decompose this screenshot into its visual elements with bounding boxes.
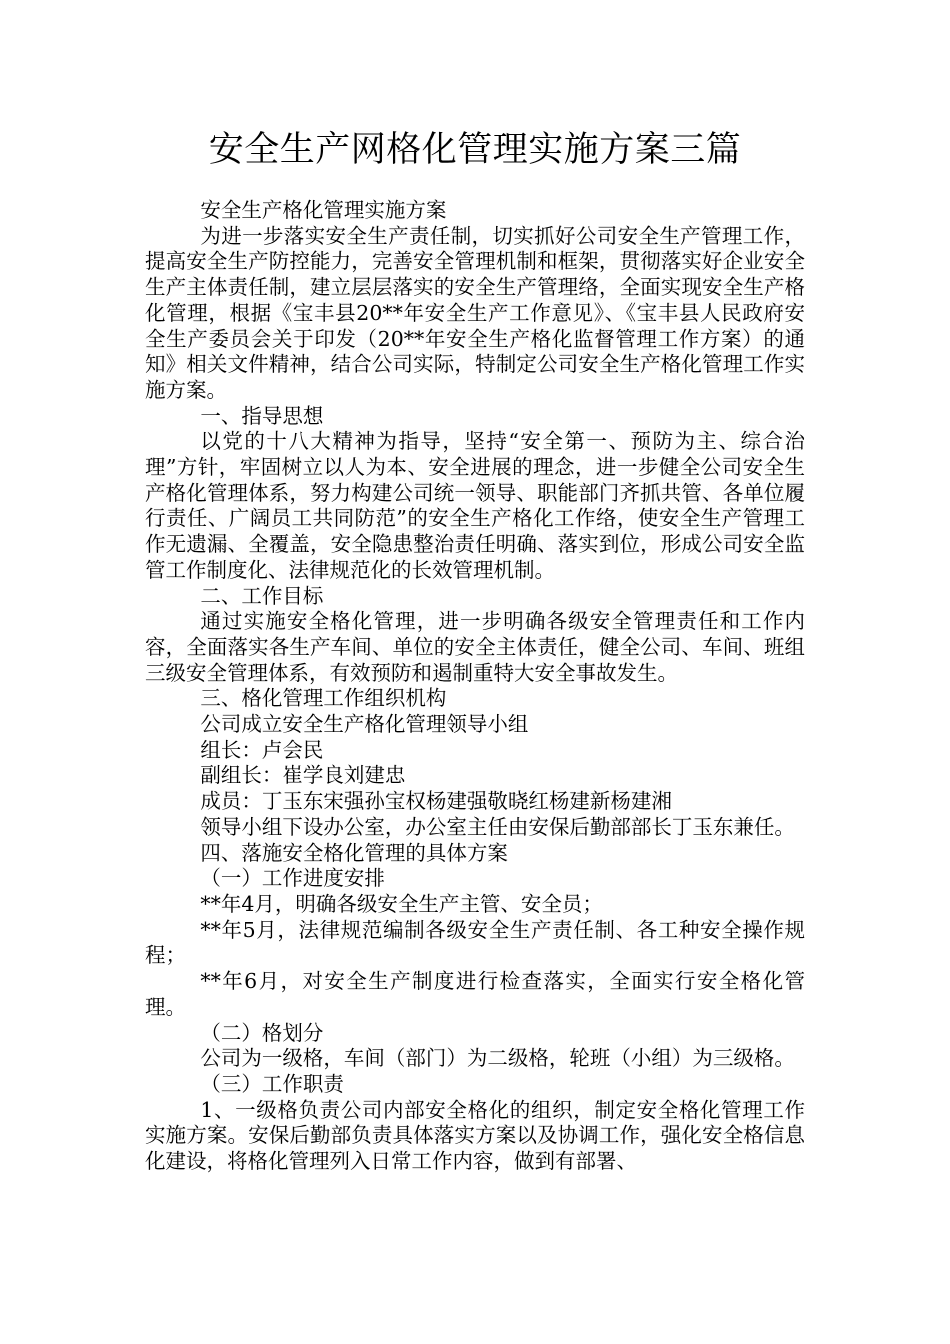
document-body (145, 198, 805, 1175)
section-heading-plan: 安全生产格化管理实施方案 (200, 198, 447, 222)
subheading-duties: （三）工作职责 (200, 1071, 344, 1096)
document-title: 安全生产网格化管理实施方案三篇 (208, 130, 742, 170)
section-heading-specific-plan: 四、落施安全格化管理的具体方案 (200, 840, 508, 865)
paragraph-members: 成员：丁玉东宋强孙宝权杨建强敬晓红杨建新杨建湘 (200, 789, 672, 814)
paragraph-deputy-leaders: 副组长：崔学良刘建忠 (200, 763, 406, 788)
paragraph-june: **年6月，对安全生产制度进行检查落实，全面实行安全格化管理。 (145, 969, 805, 1019)
paragraph-duty-1: 1、一级格负责公司内部安全格化的组织，制定安全格化管理工作实施方案。安保后勤部负责具体落实方案以及协调工作，强化安全格信息化建设，将格化管理列入日常工作内容，做到有部署、 (145, 1097, 805, 1174)
paragraph-leading-group: 公司成立安全生产格化管理领导小组 (200, 712, 529, 737)
subheading-grid-division: （二）格划分 (200, 1020, 324, 1045)
paragraph-guiding-thought: 以党的十八大精神为指导，坚持“安全第一、预防为主、综合治理”方针，牢固树立以人为本、安全进展的理念，进一步健全公司安全生产格化管理体系，努力构建公司统一领导、职能部门齐抓共管、各单位履行责任、广阔员工共同防范”的安全生产格化工作络，使安全生产管理工作无遗漏、全覆盖，安全隐患整治责任明确、落实到位，形成公司安全监管工作制度化、法律规范化的长效管理机制。 (145, 429, 805, 582)
paragraph-office: 领导小组下设办公室，办公室主任由安保后勤部部长丁玉东兼任。 (200, 814, 795, 839)
paragraph-april: **年4月，明确各级安全生产主管、安全员； (200, 891, 603, 916)
section-heading-organization: 三、格化管理工作组织机构 (200, 686, 447, 711)
paragraph-may: **年5月，法律规范编制各级安全生产责任制、各工种安全操作规程； (145, 917, 805, 968)
section-heading-work-goal: 二、工作目标 (200, 583, 324, 608)
subheading-schedule: （一）工作进度安排 (200, 866, 385, 891)
paragraph-work-goal: 通过实施安全格化管理，进一步明确各级安全管理责任和工作内容，全面落实各生产车间、单位的安全主体责任，健全公司、车间、班组三级安全管理体系，有效预防和遏制重特大安全事故发生。 (145, 609, 805, 685)
paragraph-grid-division: 公司为一级格，车间（部门）为二级格，轮班（小组）为三级格。 (200, 1046, 795, 1071)
paragraph-group-leader: 组长：卢会民 (200, 737, 324, 762)
paragraph-intro: 为进一步落实安全生产责任制，切实抓好公司安全生产管理工作，提高安全生产防控能力，完善安全管理机制和框架，贯彻落实好企业安全生产主体责任制，建立层层落实的安全生产管理络，全面实现安全生产格化管理，根据《宝丰县20**年安全生产工作意见》、《宝丰县人民政府安全生产委员会关于印发（20**年安全生产格化监督管理工作方案）的通知》相关文件精神，结合公司实际，特制定公司安全生产格化管理工作实施方案。 (145, 223, 805, 402)
section-heading-guiding-thought: 一、指导思想 (200, 403, 324, 428)
